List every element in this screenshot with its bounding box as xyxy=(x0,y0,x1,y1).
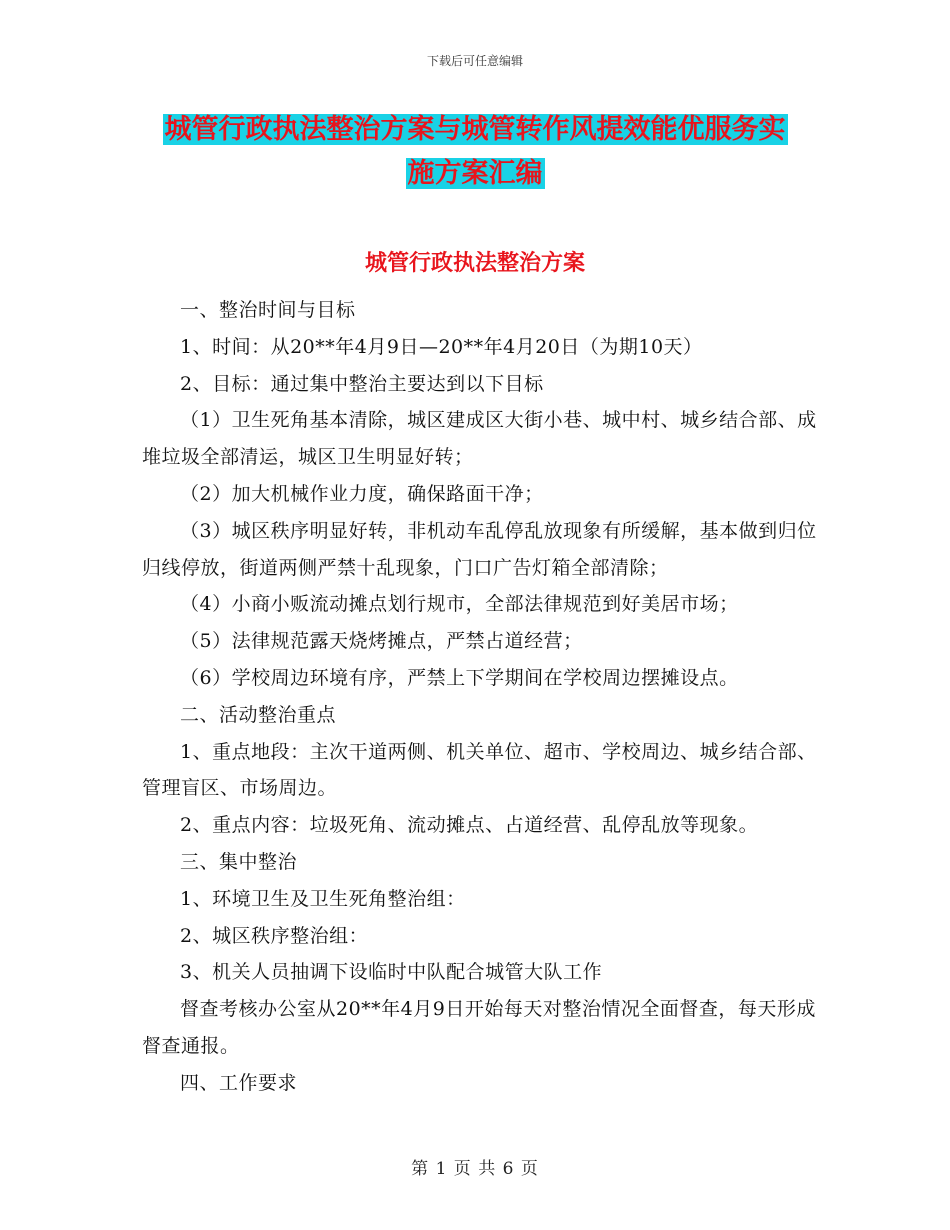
paragraph: （2）加大机械作业力度，确保路面干净； xyxy=(180,482,544,505)
paragraph: （6）学校周边环境有序，严禁上下学期间在学校周边摆摊设点。 xyxy=(180,666,739,689)
document-title-line-2 xyxy=(0,154,950,194)
paragraph: 3、机关人员抽调下设临时中队配合城管大队工作 xyxy=(180,961,603,984)
page-footer: 第 1 页 共 6 页 xyxy=(411,1159,539,1179)
title-highlight-2: 施方案汇编 xyxy=(407,158,543,189)
paragraph-heading-3: 三、集中整治 xyxy=(180,850,298,873)
paragraph: （5）法律规范露天烧烤摊点，严禁占道经营； xyxy=(180,630,583,653)
header-note: 下载后可任意编辑 xyxy=(426,54,523,68)
paragraph-heading-1: 一、整治时间与目标 xyxy=(180,299,356,321)
paragraph: 2、目标：通过集中整治主要达到以下目标 xyxy=(180,372,544,395)
paragraph: 2、重点内容：垃圾死角、流动摊点、占道经营、乱停乱放等现象。 xyxy=(180,814,759,837)
paragraph: 1、时间：从20**年4月9日—20**年4月20日（为期10天） xyxy=(180,335,703,358)
title-highlight-1: 城管行政执法整治方案与城管转作风提效能优服务实 xyxy=(164,114,786,145)
paragraph: （3）城区秩序明显好转，非机动车乱停乱放现象有所缓解，基本做到归位归线停放，街道两侧严禁十乱现象，门口广告灯箱全部清除； xyxy=(142,519,817,579)
paragraph: 督查考核办公室从20**年4月9日开始每天对整治情况全面督查，每天形成督查通报。 xyxy=(142,998,816,1057)
document-title-line-1 xyxy=(0,110,950,150)
paragraph: 1、重点地段：主次干道两侧、机关单位、超市、学校周边、城乡结合部、管理盲区、市场周边。 xyxy=(142,740,817,800)
paragraph: 1、环境卫生及卫生死角整治组： xyxy=(180,887,466,910)
paragraph: （4）小商小贩流动摊点划行规市，全部法律规范到好美居市场； xyxy=(180,593,739,616)
document-body xyxy=(142,292,818,1102)
paragraph: （1）卫生死角基本清除，城区建成区大街小巷、城中村、城乡结合部、成堆垃圾全部清运，城区卫生明显好转； xyxy=(142,409,817,469)
section-heading: 城管行政执法整治方案 xyxy=(364,250,585,276)
paragraph-heading-4: 四、工作要求 xyxy=(180,1071,298,1094)
paragraph: 2、城区秩序整治组： xyxy=(180,924,369,947)
paragraph-heading-2: 二、活动整治重点 xyxy=(180,703,337,726)
